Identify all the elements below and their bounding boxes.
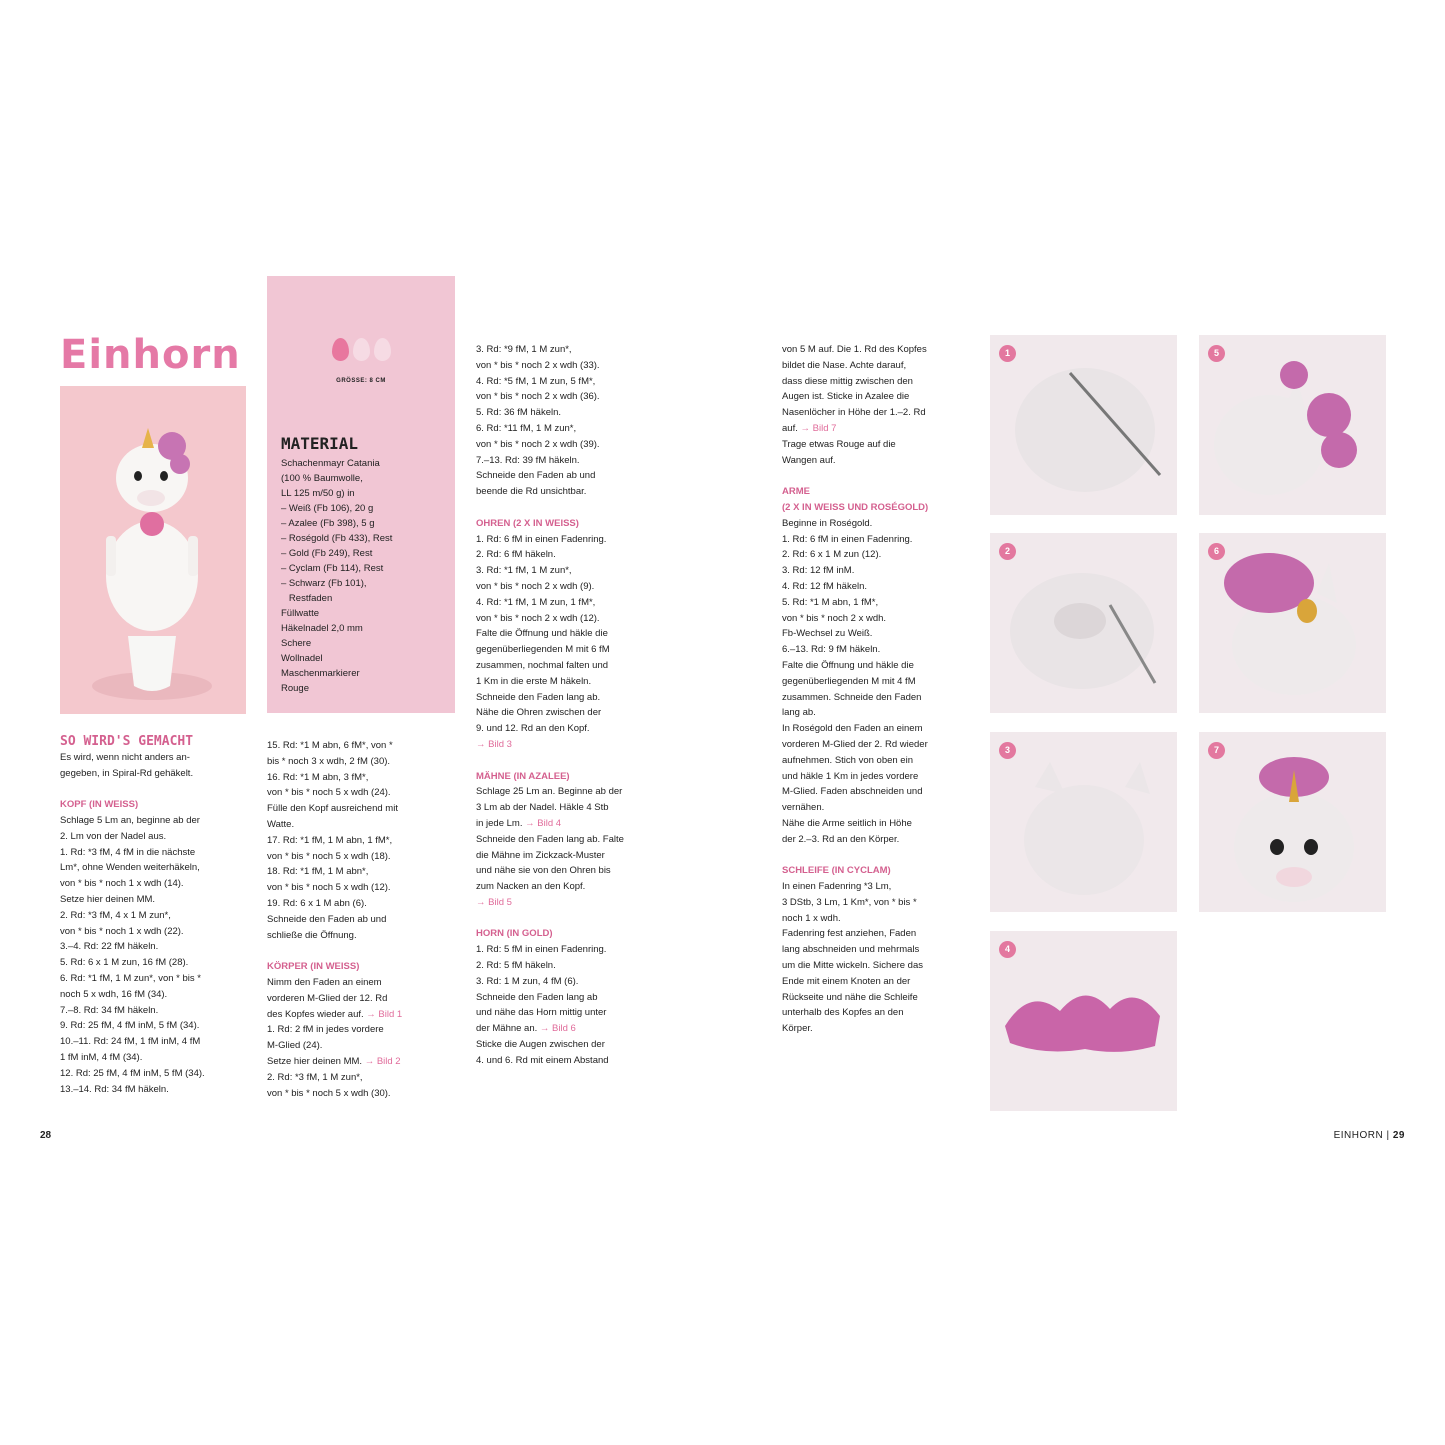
step-badge: 2 [999,543,1016,560]
step-badge: 4 [999,941,1016,958]
column-1 [60,734,255,1097]
koerper-text: Nimm den Faden an einem vorderen M-Glied der 12. Rd des Kopfes wieder auf. [267,976,388,1020]
running-title: EINHORN [1333,1130,1384,1141]
step-photo-4 [990,931,1177,1111]
column-2 [267,738,462,1101]
intro-text: Es wird, wenn nicht anders an- gegeben, in Spiral-Rd gehäkelt. [60,751,194,779]
section-kopf: KOPF (IN WEISS) [60,799,139,811]
material-heading: MATERIAL [281,434,359,453]
page-number-right: 29 [1392,1130,1405,1141]
bild-4-link[interactable]: → Bild 4 [525,817,562,829]
kopf-text-cont: 15. Rd: *1 M abn, 6 fM*, von * bis * noch 3 x wdh, 2 fM (30). 16. Rd: *1 M abn, 3 fM*, von * bis * noch 5 x wdh (24). Fülle den Kopf ausreichend mit Watte. 17. Rd: *1 fM, 1 M abn, 1 fM*, von * bis * noch 5 x wdh (18). 18. Rd: *1 fM, 1 M abn*, von * bis * noch 5 x wdh (12). 19. Rd: 6 x 1 M abn (6). Schneide den Faden ab und schließe die Öffnung. [267,740,398,941]
horn-text: 1. Rd: 5 fM in einen Fadenring. 2. Rd: 5 fM häkeln. 3. Rd: 1 M zun, 4 fM (6). Schneide den Faden lang ab und nähe das Horn mittig unter der Mähne an. [476,944,607,1035]
ohren-text: 1. Rd: 6 fM in einen Fadenring. 2. Rd: 6 fM häkeln. 3. Rd: *1 fM, 1 M zun*, von * bis * noch 2 x wdh (9). 4. Rd: *1 fM, 1 M zun, 1 fM*, von * bis * noch 2 x wdh (12). Falte die Öffnung und häkle die gegenüberliegenden M mit 6 fM zusammen, nochmal falten und 1 Km in die erste M häkeln. Schneide den Faden lang ab. Nähe die Ohren zwischen der 9. und 12. Rd an den Kopf. [476,533,610,735]
material-item: – Weiß (Fb 106), 20 g [281,503,374,514]
material-extra: Maschenmarkierer [281,668,360,679]
section-koerper: KÖRPER (IN WEISS) [267,961,360,973]
schleife-text: In einen Fadenring *3 Lm, 3 DStb, 3 Lm, 1 Km*, von * bis * noch 1 x wdh. Fadenring fest anziehen, Faden lang abschneiden und mehrmals um die Mitte wickeln. Sichere das Ende mit einem Knoten an der Rückseite und nähe die Schleife unterhalb des Kopfes an den Körper. [782,881,923,1035]
horn-text-2: Sticke die Augen zwischen der 4. und 6. Rd mit einem Abstand [476,1039,609,1066]
section-heading: SO WIRD'S GEMACHT [60,734,194,749]
material-extra: Füllwatte [281,608,320,619]
section-arme-sub: (2 X IN WEISS UND ROSÉGOLD) [782,501,929,513]
bild-3-link[interactable]: → Bild 3 [476,738,512,750]
arme-text: Beginne in Roségold. 1. Rd: 6 fM in einen Fadenring. 2. Rd: 6 x 1 M zun (12). 3. Rd: 12 fM inM. 4. Rd: 12 fM häkeln. 5. Rd: *1 M abn, 1 fM*, von * bis * noch 2 x wdh. Fb-Wechsel zu Weiß. 6.–13. Rd: 9 fM häkeln. Falte die Öffnung und häkle die gegenüberliegenden M mit 4 fM zusammen. Schneide den Faden lang ab. In Roségold den Faden an einem vorderen M-Glied der 2. Rd wieder aufnehmen. Stich von oben ein und häkle 1 Km in jedes vordere M-Glied. Faden abschneiden und vernähen. Nähe die Arme seitlich in Höhe der 2.–3. Rd an den Körper. [782,517,928,845]
material-extra: Häkelnadel 2,0 mm [281,623,363,634]
maehne-text: Schlage 25 Lm an. Beginne ab der 3 Lm ab der Nadel. Häkle 4 Stb in jede Lm. [476,786,623,829]
step-photo-3 [990,732,1177,912]
egg-icon [353,338,370,361]
bild-5-link[interactable]: → Bild 5 [476,896,512,908]
step-photo-1 [990,335,1177,515]
koerper-text-cont: 3. Rd: *9 fM, 1 M zun*, von * bis * noch 2 x wdh (33). 4. Rd: *5 fM, 1 M zun, 5 fM*, von * bis * noch 2 x wdh (36). 5. Rd: 36 fM häkeln. 6. Rd: *11 fM, 1 M zun*, von * bis * noch 2 x wdh (39). 7.–13. Rd: 39 fM häkeln. Schneide den Faden ab und beende die Rd unsichtbar. [476,344,600,498]
material-extra: Rouge [281,683,309,694]
rouge-text: Trage etwas Rouge auf die Wangen auf. [782,438,896,466]
size-label: GRÖSSE: 8 CM [336,378,386,384]
material-item: – Gold (Fb 249), Rest [281,548,373,559]
material-extra: Wollnadel [281,653,323,664]
material-item: – Cyclam (Fb 114), Rest [281,563,384,574]
step-badge: 5 [1208,345,1225,362]
material-item: – Schwarz (Fb 101), Restfaden [281,578,367,604]
koerper-text-2: 1. Rd: 2 fM in jedes vordere M-Glied (24). Setze hier deinen MM. [267,1024,384,1067]
egg-icon [374,338,391,361]
section-horn: HORN (IN GOLD) [476,928,553,940]
page-footer-right: EINHORN | 29 [1333,1130,1405,1141]
section-maehne: MÄHNE (IN AZALEE) [476,770,570,782]
column-4 [782,342,972,1037]
bild-6-link[interactable]: → Bild 6 [539,1023,576,1035]
material-intro: Schachenmayr Catania (100 % Baumwolle, LL 125 m/50 g) in [281,458,380,499]
step-photo-7 [1199,732,1386,912]
step-badge: 3 [999,742,1016,759]
kopf-text: Schlage 5 Lm an, beginne ab der 2. Lm von der Nadel aus. 1. Rd: *3 fM, 4 fM in die nächste Lm*, ohne Wenden weiterhäkeln, von * bis * noch 1 x wdh (14). Setze hier deinen MM. 2. Rd: *3 fM, 4 x 1 M zun*, von * bis * noch 1 x wdh (22). 3.–4. Rd: 22 fM häkeln. 5. Rd: 6 x 1 M zun, 16 fM (28). 6. Rd: *1 fM, 1 M zun*, von * bis * noch 5 x wdh, 16 fM (34). 7.–8. Rd: 34 fM häkeln. 9. Rd: 25 fM, 4 fM inM, 5 fM (34). 10.–11. Rd: 24 fM, 1 fM inM, 4 fM 1 fM inM, 4 fM (34). 12. Rd: 25 fM, 4 fM inM, 5 fM (34). 13.–14. Rd: 34 fM häkeln. [60,814,205,1095]
step-badge: 6 [1208,543,1225,560]
bild-7-link[interactable]: → Bild 7 [800,422,837,434]
section-arme: ARME [782,486,810,498]
size-eggs [267,338,455,366]
augen-text: von 5 M auf. Die 1. Rd des Kopfes bildet die Nase. Achte darauf, dass diese mittig zwischen den Augen ist. Sticke in Azalee die Nasenlöcher in Höhe der 1.–2. Rd auf. [782,344,927,434]
material-item: – Azalee (Fb 398), 5 g [281,518,375,529]
step-photo-5 [1199,335,1386,515]
maehne-text-2: Schneide den Faden lang ab. Falte die Mähne im Zickzack-Muster und nähe sie von den Ohren bis zum Nacken an den Kopf. [476,833,624,893]
material-item: – Roségold (Fb 433), Rest [281,533,393,544]
unicorn-hero-photo [60,386,246,714]
step-badge: 7 [1208,742,1225,759]
section-schleife: SCHLEIFE (IN CYCLAM) [782,865,891,877]
bild-1-link[interactable]: → Bild 1 [366,1008,403,1020]
step-photo-2 [990,533,1177,713]
material-box [267,276,455,713]
step-badge: 1 [999,345,1016,362]
material-extra: Schere [281,638,312,649]
column-3 [476,342,676,1069]
material-list [281,456,447,696]
page-title: Einhorn [60,332,241,378]
bild-2-link[interactable]: → Bild 2 [364,1055,401,1067]
egg-icon [332,338,349,361]
koerper-text-3: 2. Rd: *3 fM, 1 M zun*, von * bis * noch 5 x wdh (30). [267,1071,391,1099]
page-number-left: 28 [40,1130,52,1141]
section-ohren: OHREN (2 X IN WEISS) [476,517,579,529]
step-photo-6 [1199,533,1386,713]
